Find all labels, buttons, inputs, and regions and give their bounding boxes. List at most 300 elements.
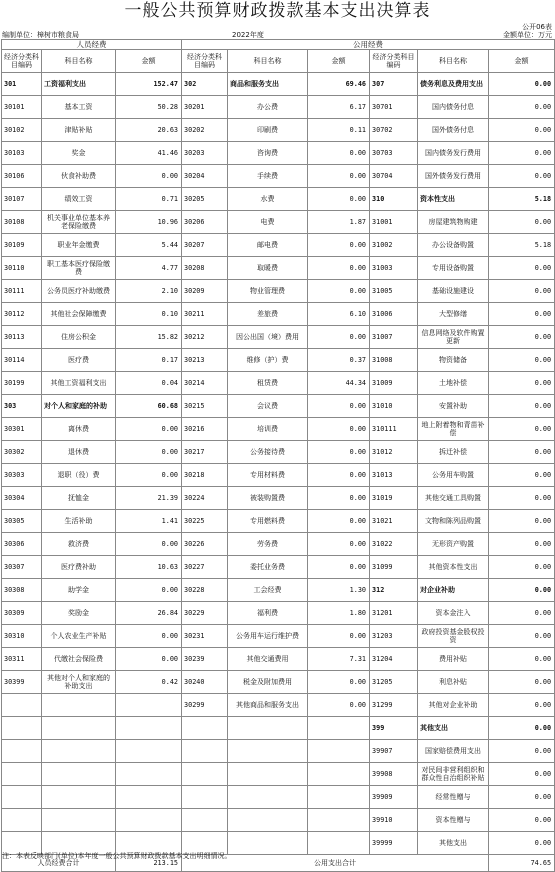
item-code: 31203 xyxy=(370,625,418,648)
item-name: 专用燃料费 xyxy=(228,510,308,533)
table-row xyxy=(2,326,555,349)
item-name: 其他交通工具购置 xyxy=(418,487,489,510)
item-amount: 0.00 xyxy=(489,418,555,441)
item-amount: 0.00 xyxy=(308,418,370,441)
item-code xyxy=(182,717,228,740)
item-code xyxy=(2,694,42,717)
item-code: 31003 xyxy=(370,257,418,280)
item-amount xyxy=(308,786,370,809)
item-amount: 0.00 xyxy=(308,165,370,188)
item-amount: 0.37 xyxy=(308,349,370,372)
item-code: 31006 xyxy=(370,303,418,326)
item-code: 39908 xyxy=(370,763,418,786)
item-amount xyxy=(308,832,370,855)
table-row xyxy=(2,372,555,395)
table-row xyxy=(2,142,555,165)
item-code: 30215 xyxy=(182,395,228,418)
item-code: 31021 xyxy=(370,510,418,533)
item-amount: 1.80 xyxy=(308,602,370,625)
item-amount: 0.00 xyxy=(116,464,182,487)
item-code: 30311 xyxy=(2,648,42,671)
amount-header: 金额 xyxy=(308,50,370,73)
item-amount: 0.00 xyxy=(489,257,555,280)
table-row xyxy=(2,349,555,372)
item-name: 资本金注入 xyxy=(418,602,489,625)
item-name: 咨询费 xyxy=(228,142,308,165)
item-name: 公务接待费 xyxy=(228,441,308,464)
item-name: 对企业补助 xyxy=(418,579,489,602)
item-code xyxy=(2,763,42,786)
item-amount: 0.00 xyxy=(116,418,182,441)
item-name: 安置补助 xyxy=(418,395,489,418)
item-code: 312 xyxy=(370,579,418,602)
item-amount xyxy=(308,763,370,786)
item-name: 其他社会保障缴费 xyxy=(42,303,116,326)
item-name: 代缴社会保险费 xyxy=(42,648,116,671)
item-amount: 0.00 xyxy=(308,188,370,211)
item-name: 物业管理费 xyxy=(228,280,308,303)
item-amount: 0.00 xyxy=(489,740,555,763)
item-name xyxy=(42,740,116,763)
item-name: 差旅费 xyxy=(228,303,308,326)
item-amount: 5.44 xyxy=(116,234,182,257)
item-name: 国家赔偿费用支出 xyxy=(418,740,489,763)
item-name: 个人农业生产补贴 xyxy=(42,625,116,648)
item-code xyxy=(2,786,42,809)
item-code: 30112 xyxy=(2,303,42,326)
item-code: 30101 xyxy=(2,96,42,119)
item-amount: 0.00 xyxy=(489,556,555,579)
table-row xyxy=(2,602,555,625)
reporting-unit: 编制单位：樟树市粮食局 xyxy=(2,31,79,39)
item-amount: 0.00 xyxy=(308,464,370,487)
item-name: 退职（役）费 xyxy=(42,464,116,487)
item-name: 被装购置费 xyxy=(228,487,308,510)
item-name: 救济费 xyxy=(42,533,116,556)
item-amount: 0.00 xyxy=(489,625,555,648)
item-name: 绩效工资 xyxy=(42,188,116,211)
item-code: 310111 xyxy=(370,418,418,441)
item-name: 其他工资福利支出 xyxy=(42,372,116,395)
item-name: 资本性赠与 xyxy=(418,809,489,832)
item-name: 维修（护）费 xyxy=(228,349,308,372)
item-amount: 5.18 xyxy=(489,234,555,257)
item-amount: 0.00 xyxy=(489,786,555,809)
amount-unit: 金额单位：万元 xyxy=(503,31,552,39)
report-year: 2022年度 xyxy=(232,31,264,39)
item-code: 30308 xyxy=(2,579,42,602)
item-name xyxy=(228,832,308,855)
item-code: 30199 xyxy=(2,372,42,395)
item-code: 30205 xyxy=(182,188,228,211)
item-name xyxy=(228,717,308,740)
item-name xyxy=(42,786,116,809)
item-name: 商品和服务支出 xyxy=(228,73,308,96)
item-name: 伙食补助费 xyxy=(42,165,116,188)
item-amount: 0.00 xyxy=(489,602,555,625)
item-code: 30201 xyxy=(182,96,228,119)
item-name: 工会经费 xyxy=(228,579,308,602)
item-name: 土地补偿 xyxy=(418,372,489,395)
item-code: 30113 xyxy=(2,326,42,349)
item-name: 取暖费 xyxy=(228,257,308,280)
item-name: 其他商品和服务支出 xyxy=(228,694,308,717)
item-amount: 0.04 xyxy=(116,372,182,395)
item-name: 职工基本医疗保险缴费 xyxy=(42,257,116,280)
item-code: 30227 xyxy=(182,556,228,579)
item-amount: 0.11 xyxy=(308,119,370,142)
item-name: 地上附着物和青苗补偿 xyxy=(418,418,489,441)
item-code xyxy=(2,809,42,832)
item-amount xyxy=(308,717,370,740)
item-amount: 0.00 xyxy=(308,510,370,533)
item-code: 30207 xyxy=(182,234,228,257)
item-code: 31099 xyxy=(370,556,418,579)
item-name: 对个人和家庭的补助 xyxy=(42,395,116,418)
item-code: 30303 xyxy=(2,464,42,487)
item-name: 奖金 xyxy=(42,142,116,165)
item-name: 助学金 xyxy=(42,579,116,602)
item-amount: 2.10 xyxy=(116,280,182,303)
item-amount xyxy=(308,809,370,832)
item-name: 专用材料费 xyxy=(228,464,308,487)
item-code: 30106 xyxy=(2,165,42,188)
item-name: 办公设备购置 xyxy=(418,234,489,257)
amount-header: 金额 xyxy=(116,50,182,73)
item-amount: 60.68 xyxy=(116,395,182,418)
item-code: 30304 xyxy=(2,487,42,510)
item-name: 国外债务付息 xyxy=(418,119,489,142)
item-name: 拆迁补偿 xyxy=(418,441,489,464)
item-name: 手续费 xyxy=(228,165,308,188)
item-name: 其他对企业补助 xyxy=(418,694,489,717)
item-code: 31008 xyxy=(370,349,418,372)
item-amount: 1.41 xyxy=(116,510,182,533)
item-amount: 6.17 xyxy=(308,96,370,119)
item-code: 31001 xyxy=(370,211,418,234)
table-row xyxy=(2,464,555,487)
item-amount: 0.00 xyxy=(489,372,555,395)
item-amount: 6.10 xyxy=(308,303,370,326)
item-amount: 0.00 xyxy=(489,510,555,533)
item-name: 资本性支出 xyxy=(418,188,489,211)
item-amount: 0.00 xyxy=(489,464,555,487)
item-amount: 0.00 xyxy=(308,280,370,303)
item-code: 31205 xyxy=(370,671,418,694)
item-name: 福利费 xyxy=(228,602,308,625)
item-code: 31299 xyxy=(370,694,418,717)
item-code xyxy=(182,786,228,809)
item-code: 30102 xyxy=(2,119,42,142)
item-amount: 0.00 xyxy=(308,441,370,464)
item-amount: 0.00 xyxy=(489,142,555,165)
item-code: 31010 xyxy=(370,395,418,418)
item-amount: 44.34 xyxy=(308,372,370,395)
item-amount xyxy=(116,740,182,763)
item-code: 30203 xyxy=(182,142,228,165)
table-row xyxy=(2,280,555,303)
table-row xyxy=(2,441,555,464)
item-amount: 0.00 xyxy=(116,441,182,464)
table-row xyxy=(2,556,555,579)
table-row xyxy=(2,211,555,234)
item-code: 30229 xyxy=(182,602,228,625)
item-code: 399 xyxy=(370,717,418,740)
item-code: 30208 xyxy=(182,257,228,280)
table-row xyxy=(2,188,555,211)
name-header: 科目名称 xyxy=(418,50,489,73)
table-row xyxy=(2,625,555,648)
item-code: 30109 xyxy=(2,234,42,257)
item-amount: 0.00 xyxy=(489,119,555,142)
item-amount: 69.46 xyxy=(308,73,370,96)
item-name: 委托业务费 xyxy=(228,556,308,579)
item-amount: 0.00 xyxy=(308,326,370,349)
table-row xyxy=(2,234,555,257)
item-name: 税金及附加费用 xyxy=(228,671,308,694)
item-code: 30399 xyxy=(2,671,42,694)
item-code: 30310 xyxy=(2,625,42,648)
item-code: 30226 xyxy=(182,533,228,556)
item-name: 政府投资基金股权投资 xyxy=(418,625,489,648)
table-row xyxy=(2,487,555,510)
item-name: 对民间非营利组织和群众性自治组织补贴 xyxy=(418,763,489,786)
item-amount: 10.96 xyxy=(116,211,182,234)
table-row xyxy=(2,395,555,418)
item-name: 退休费 xyxy=(42,441,116,464)
item-code: 39907 xyxy=(370,740,418,763)
item-amount: 0.00 xyxy=(308,142,370,165)
item-name: 培训费 xyxy=(228,418,308,441)
item-amount: 0.00 xyxy=(116,533,182,556)
item-name xyxy=(228,786,308,809)
item-amount: 0.42 xyxy=(116,671,182,694)
header-group-row xyxy=(2,40,555,50)
item-code: 30302 xyxy=(2,441,42,464)
item-code xyxy=(2,740,42,763)
item-code: 30114 xyxy=(2,349,42,372)
item-code: 30225 xyxy=(182,510,228,533)
item-code: 31009 xyxy=(370,372,418,395)
item-code: 31019 xyxy=(370,487,418,510)
amount-header: 金额 xyxy=(489,50,555,73)
item-name xyxy=(228,763,308,786)
item-amount: 10.63 xyxy=(116,556,182,579)
item-name: 公务用车购置 xyxy=(418,464,489,487)
table-row xyxy=(2,165,555,188)
item-name: 其他对个人和家庭的补助支出 xyxy=(42,671,116,694)
item-code xyxy=(182,809,228,832)
item-amount: 0.00 xyxy=(489,441,555,464)
item-name: 公务用车运行维护费 xyxy=(228,625,308,648)
item-name: 办公费 xyxy=(228,96,308,119)
item-name: 奖励金 xyxy=(42,602,116,625)
item-code: 30216 xyxy=(182,418,228,441)
item-code: 30306 xyxy=(2,533,42,556)
item-code: 30108 xyxy=(2,211,42,234)
item-name: 医疗费 xyxy=(42,349,116,372)
report-title: 一般公共预算财政拨款基本支出决算表 xyxy=(124,1,431,21)
item-name xyxy=(42,717,116,740)
item-name: 国外债务发行费用 xyxy=(418,165,489,188)
table-row xyxy=(2,740,555,763)
item-code: 30299 xyxy=(182,694,228,717)
item-amount: 5.18 xyxy=(489,188,555,211)
item-name: 会议费 xyxy=(228,395,308,418)
item-code: 30239 xyxy=(182,648,228,671)
item-name: 国内债务付息 xyxy=(418,96,489,119)
item-name: 专用设备购置 xyxy=(418,257,489,280)
item-name: 其他交通费用 xyxy=(228,648,308,671)
personnel-total-value: 213.15 xyxy=(116,855,182,872)
code-header: 经济分类科目编码 xyxy=(2,50,42,73)
personnel-header: 人员经费 xyxy=(2,40,182,50)
item-code: 307 xyxy=(370,73,418,96)
item-amount: 1.87 xyxy=(308,211,370,234)
item-name: 机关事业单位基本养老保险缴费 xyxy=(42,211,116,234)
item-amount: 0.00 xyxy=(116,625,182,648)
item-amount: 41.46 xyxy=(116,142,182,165)
item-name: 离休费 xyxy=(42,418,116,441)
item-name: 津贴补贴 xyxy=(42,119,116,142)
item-code xyxy=(182,740,228,763)
public-total-label: 公用支出合计 xyxy=(182,855,489,872)
item-name xyxy=(42,763,116,786)
item-amount: 0.10 xyxy=(116,303,182,326)
item-amount: 1.30 xyxy=(308,579,370,602)
table-row xyxy=(2,257,555,280)
item-name: 文物和陈列品购置 xyxy=(418,510,489,533)
item-code: 31201 xyxy=(370,602,418,625)
item-amount: 152.47 xyxy=(116,73,182,96)
item-code: 30209 xyxy=(182,280,228,303)
item-amount: 0.00 xyxy=(489,487,555,510)
item-name: 其他支出 xyxy=(418,832,489,855)
item-amount: 0.00 xyxy=(308,533,370,556)
item-code: 30701 xyxy=(370,96,418,119)
item-code: 31002 xyxy=(370,234,418,257)
item-name: 印刷费 xyxy=(228,119,308,142)
code-header: 经济分类科目编码 xyxy=(370,50,418,73)
item-name: 信息网络及软件购置更新 xyxy=(418,326,489,349)
item-name: 水费 xyxy=(228,188,308,211)
item-code: 30214 xyxy=(182,372,228,395)
item-name: 无形资产购置 xyxy=(418,533,489,556)
item-amount: 50.28 xyxy=(116,96,182,119)
item-name: 物资储备 xyxy=(418,349,489,372)
name-header: 科目名称 xyxy=(42,50,116,73)
header-column-row xyxy=(2,50,555,73)
item-code: 30702 xyxy=(370,119,418,142)
table-row xyxy=(2,510,555,533)
table-row xyxy=(2,694,555,717)
item-amount: 0.00 xyxy=(489,349,555,372)
table-row xyxy=(2,809,555,832)
item-amount: 0.00 xyxy=(116,648,182,671)
table-row xyxy=(2,119,555,142)
item-code: 301 xyxy=(2,73,42,96)
footnote: 注：本表反映部门(单位)本年度一般公共预算财政拨款基本支出明细情况。 xyxy=(2,852,232,860)
table-row xyxy=(2,73,555,96)
item-amount xyxy=(116,717,182,740)
item-name: 租赁费 xyxy=(228,372,308,395)
item-code: 30212 xyxy=(182,326,228,349)
table-row xyxy=(2,533,555,556)
item-code: 31022 xyxy=(370,533,418,556)
table-row xyxy=(2,418,555,441)
item-code: 30217 xyxy=(182,441,228,464)
item-name: 其他资本性支出 xyxy=(418,556,489,579)
item-name: 住房公积金 xyxy=(42,326,116,349)
item-code: 39909 xyxy=(370,786,418,809)
item-name xyxy=(228,809,308,832)
item-amount: 0.00 xyxy=(308,694,370,717)
item-code: 30309 xyxy=(2,602,42,625)
item-code: 30103 xyxy=(2,142,42,165)
item-code: 30228 xyxy=(182,579,228,602)
item-amount: 0.00 xyxy=(308,556,370,579)
item-name: 医疗费补助 xyxy=(42,556,116,579)
item-amount: 4.77 xyxy=(116,257,182,280)
item-amount: 0.00 xyxy=(308,487,370,510)
item-code: 31013 xyxy=(370,464,418,487)
item-name: 利息补贴 xyxy=(418,671,489,694)
item-code xyxy=(2,717,42,740)
item-code: 30305 xyxy=(2,510,42,533)
item-amount: 0.00 xyxy=(489,326,555,349)
item-amount: 0.00 xyxy=(116,579,182,602)
item-name: 职业年金缴费 xyxy=(42,234,116,257)
item-amount: 0.00 xyxy=(489,96,555,119)
table-row xyxy=(2,648,555,671)
item-amount: 0.00 xyxy=(489,165,555,188)
item-code: 30211 xyxy=(182,303,228,326)
name-header: 科目名称 xyxy=(228,50,308,73)
item-name: 基本工资 xyxy=(42,96,116,119)
item-code: 31204 xyxy=(370,648,418,671)
item-amount: 0.00 xyxy=(308,671,370,694)
item-code: 30218 xyxy=(182,464,228,487)
item-code: 31007 xyxy=(370,326,418,349)
item-amount xyxy=(116,694,182,717)
item-name: 邮电费 xyxy=(228,234,308,257)
item-code: 39999 xyxy=(370,832,418,855)
item-amount: 0.00 xyxy=(489,211,555,234)
public-header: 公用经费 xyxy=(182,40,555,50)
table-row xyxy=(2,303,555,326)
item-code: 30204 xyxy=(182,165,228,188)
item-code xyxy=(182,763,228,786)
item-amount: 0.00 xyxy=(489,717,555,740)
item-code: 30301 xyxy=(2,418,42,441)
item-amount: 0.00 xyxy=(489,280,555,303)
item-amount: 0.00 xyxy=(489,671,555,694)
item-name: 大型修缮 xyxy=(418,303,489,326)
item-name: 电费 xyxy=(228,211,308,234)
item-amount: 0.00 xyxy=(489,763,555,786)
item-amount: 0.00 xyxy=(489,395,555,418)
form-number: 公开06表 xyxy=(522,23,552,31)
item-name: 其他支出 xyxy=(418,717,489,740)
item-code: 30307 xyxy=(2,556,42,579)
item-amount: 0.17 xyxy=(116,349,182,372)
table-row xyxy=(2,96,555,119)
item-amount: 0.00 xyxy=(308,625,370,648)
table-row xyxy=(2,717,555,740)
expenditure-table xyxy=(1,39,555,872)
item-code: 30224 xyxy=(182,487,228,510)
item-name: 公务员医疗补助缴费 xyxy=(42,280,116,303)
